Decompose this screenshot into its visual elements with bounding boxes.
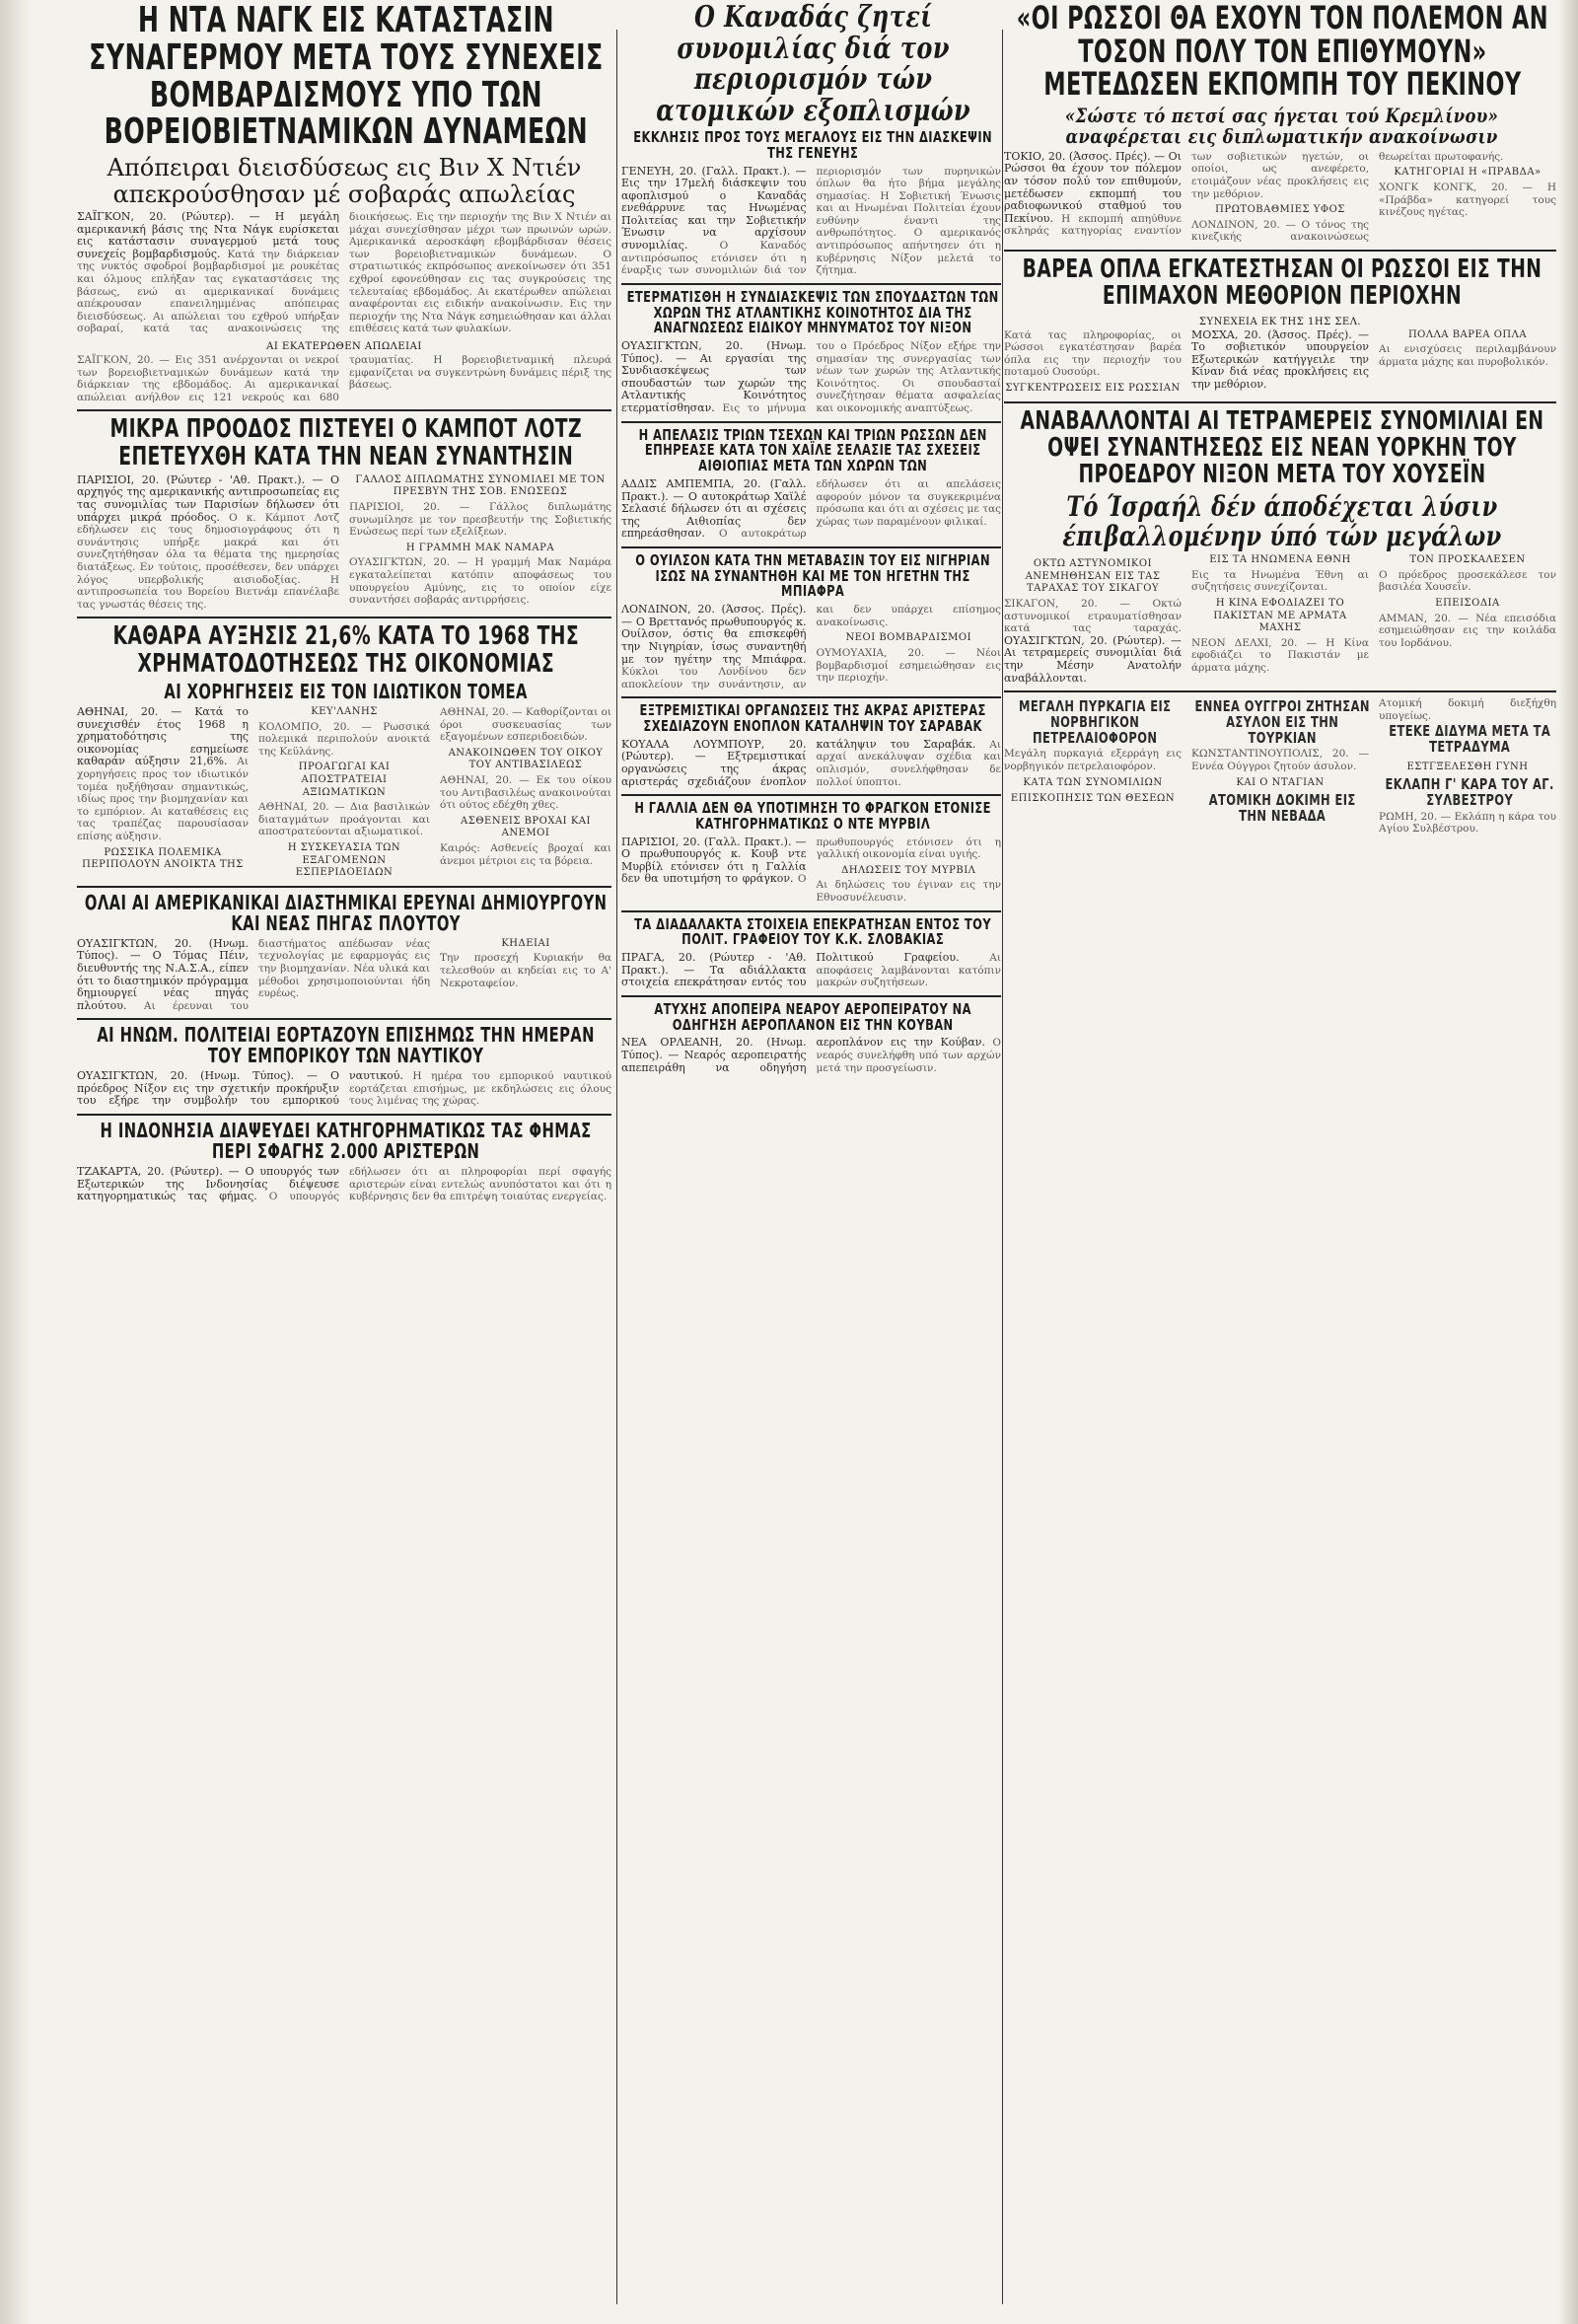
dateline-washington-four: ΟΥΑΣΙΓΚΤΩΝ, 20. (Ρώυτερ). — Αι τετραμερείς συνομιλίαι διά την Μέσην Ανατολήν αναβάλλονται. <box>1004 633 1182 685</box>
column-left <box>77 0 611 2324</box>
section-lodge <box>77 409 611 611</box>
section-promotions: ΠΡΟΑΓΩΓΑΙ ΚΑΙ ΑΠΟΣΤΡΑΤΕΙΑΙ ΑΞΙΩΜΑΤΙΚΩΝ <box>298 762 391 798</box>
section-invitation: ΤΟΝ ΠΡΟΣΚΑΛΕΣΕΝ <box>1409 554 1526 566</box>
dateline-tokyo: ΤΟΚΙΟ, 20. (Άσσος. Πρές). — Οι Ρώσσοι θα έχουν τον πόλεμον αν τόσον πολύ τον επιθυμούν, μετέδωσεν εκπομπή του ραδιοφωνικού σταθμού του Πεκίνου. <box>1004 149 1182 225</box>
section-dayan: ΚΑΙ Ο ΝΤΑΓΙΑΝ <box>1236 776 1325 788</box>
headline-lodge: ΜΙΚΡΑ ΠΡΟΟΔΟΣ ΠΙΣΤΕΥΕΙ Ο ΚΑΜΠΟΤ ΛΟΤΖ ΕΠΕΤΕΥΧΘΗ ΚΑΤΑ ΤΗΝ ΝΕΑΝ ΣΥΝΑΝΤΗΣΙΝ <box>109 414 583 472</box>
article-losses-body: ΣΑΪΓΚΟΝ, 20. — Εις 351 ανέρχονται οι νεκροί των βορειοβιετναμικών δυνάμεων κατά την διάρκειαν της εβδομάδος. Αι αμερικανικαί απώλειαι ανήλθον εις 121 νεκρούς και 680 τραυματίας. Η βορειοβιετναμική πλευρά εμφανίζεται να συγκεντρώνη δυνάμεις πέριξ της βάσεως. <box>77 353 611 403</box>
headline-wilson: Ο ΟΥΙΛΣΟΝ ΚΑΤΑ ΤΗΝ ΜΕΤΑΒΑΣΙΝ ΤΟΥ ΕΙΣ ΝΙΓΗΡΙΑΝ ΙΣΩΣ ΝΑ ΣΥΝΑΝΤΗΘΗ ΚΑΙ ΜΕ ΤΟΝ ΗΓΕΤΗΝ ΤΗΣ ΜΠΙΑΦΡΑ <box>635 550 991 601</box>
headline-franc: Η ΓΑΛΛΙΑ ΔΕΝ ΘΑ ΥΠΟΤΙΜΗΣΗ ΤΟ ΦΡΑΓΚΟΝ ΕΤΟΝΙΣΕ ΚΑΤΗΓΟΡΗΜΑΤΙΚΩΣ Ο ΝΤΕ ΜΥΡΒΙΛ <box>634 799 992 833</box>
section-murville-statements: ΔΗΛΩΣΕΙΣ ΤΟΥ ΜΥΡΒΙΛ <box>841 864 976 876</box>
headline-students-conference: ΕΤΕΡΜΑΤΙΣΘΗ Η ΣΥΝΔΙΑΣΚΕΨΙΣ ΤΩΝ ΣΠΟΥΔΑΣΤΩΝ ΤΩΝ ΧΩΡΩΝ ΤΗΣ ΑΤΛΑΝΤΙΚΗΣ ΚΟΙΝΟΤΗΤΟΣ ΔΙΑ ΤΗΣ ΑΝΑΓΝΩΣΕΩΣ ΕΙΔΙΚΟΥ ΜΗΝΥΜΑΤΟΣ ΤΟΥ ΝΙΞΟΝ <box>627 287 999 337</box>
headline-hungarians: ΕΝΝΕΑ ΟΥΓΓΡΟΙ ΖΗΤΗΣΑΝ ΑΣΥΛΟΝ ΕΙΣ ΤΗΝ ΤΟΥΡΚΙΑΝ <box>1194 697 1370 747</box>
article-briefs-body: ΜΕΓΑΛΗ ΠΥΡΚΑΓΙΑ ΕΙΣ ΝΟΡΒΗΓΙΚΟΝ ΠΕΤΡΕΛΑΙΟΦΟΡΟΝ Μεγάλη πυρκαγιά εξερράγη εις νορβηγικόν πετρελαιοφόρον. ΚΑΤΑ ΤΩΝ ΣΥΝΟΜΙΛΙΩΝ ΕΠΙΣΚΟΠΗΣΙΣ ΤΩΝ ΘΕΣΕΩΝ ΕΝΝΕΑ ΟΥΓΓΡΟΙ ΖΗΤΗΣΑΝ ΑΣΥΛΟΝ ΕΙΣ ΤΗΝ ΤΟΥΡΚΙΑΝ ΚΩΝΣΤΑΝΤΙΝΟΥΠΟΛΙΣ, 20. — Εννέα Ούγγροι ζητούν άσυλον. ΚΑΙ Ο ΝΤΑΓΙΑΝ ΑΤΟΜΙΚΗ ΔΟΚΙΜΗ ΕΙΣ ΤΗΝ ΝΕΒΑΔΑ Ατομική δοκιμή διεξήχθη υπογείως. ΕΤΕΚΕ ΔΙΔΥΜΑ ΜΕΤΑ ΤΑ ΤΕΤΡΑΔΥΜΑ ΕΣΤΓΞΕΛΕΣΘΗ ΓΥΝΗ ΕΚΛΑΠΗ Γ' ΚΑΡΑ ΤΟΥ ΑΓ. ΣΥΛΒΕΣΤΡΟΥ ΡΩΜΗ, 20. — Εκλάπη η κάρα του Αγίου Συλβέστρου. <box>1004 697 1556 835</box>
headline-sylvester: ΕΚΛΑΠΗ Γ' ΚΑΡΑ ΤΟΥ ΑΓ. ΣΥΛΒΕΣΤΡΟΥ <box>1385 775 1554 810</box>
section-space <box>77 886 611 1013</box>
section-weather: ΑΣΘΕΝΕΙΣ ΒΡΟΧΑΙ ΚΑΙ ΑΝΕΜΟΙ <box>461 815 591 839</box>
section-regent: ΑΝΑΚΟΙΝΩΘΕΝ ΤΟΥ ΟΙΚΟΥ ΤΟΥ ΑΝΤΙΒΑΣΙΛΕΩΣ <box>448 747 604 771</box>
dateline-paris: ΠΑΡΙΣΙΟΙ, 20. (Ρώυτερ - 'Αθ. Πρακτ.). — Ο αρχηγός της αμερικανικής αντιπροσωπείας εις τας συνομιλίας των Παρισίων δήλωσεν ότι υπάρχει μικρά πρόοδος. <box>77 472 339 524</box>
section-franc <box>621 794 1001 904</box>
section-many-weapons: ΠΟΛΛΑ ΒΑΡΕΑ ΟΠΛΑ <box>1407 328 1528 340</box>
column-rule-1 <box>616 30 617 2304</box>
section-new-bombings: ΝΕΟΙ ΒΟΜΒΑΡΔΙΣΜΟΙ <box>845 632 972 644</box>
section-china-pakistan: Η ΚΙΝΑ ΕΦΟΔΙΑΖΕΙ ΤΟ ΠΑΚΙΣΤΑΝ ΜΕ ΑΡΜΑΤΑ ΜΑΧΗΣ <box>1213 597 1347 634</box>
article-financing-body: ΑΘΗΝΑΙ, 20. — Κατά το συνεχισθέν έτος 1968 η χρηματοδότησις της οικονομίας εσημείωσε καθαράν αύξησιν 21,6%. Αι χορηγήσεις προς τον ιδιωτικόν τομέα ηυξήθησαν σημαντικώς, ιδίως προς την βιομηχανίαν και το εμπόριον. Αι καταθέσεις εις τας τραπέζας παρουσίασαν επίσης αύξησιν. ΡΩΣΣΙΚΑ ΠΟΛΕΜΙΚΑ ΠΕΡΙΠΟΛΟΥΝ ΑΝΟΙΚΤΑ ΤΗΣ ΚΕΥ'ΛΑΝΗΣ ΚΟΛΟΜΠΟ, 20. — Ρωσσικά πολεμικά περιπολούν ανοικτά της Κεϋλάνης. ΠΡΟΑΓΩΓΑΙ ΚΑΙ ΑΠΟΣΤΡΑΤΕΙΑΙ ΑΞΙΩΜΑΤΙΚΩΝ ΑΘΗΝΑΙ, 20. — Δια βασιλικών διαταγμάτων προάγονται και αποστρατεύονται αξιωματικοί. Η ΣΥΣΚΕΥΑΣΙΑ ΤΩΝ ΕΞΑΓΟΜΕΝΩΝ ΕΣΠΕΡΙΔΟΕΙΔΩΝ ΑΘΗΝΑΙ, 20. — Καθορίζονται οι όροι συσκευασίας των εξαγομένων εσπεριδοειδών. ΑΝΑΚΟΙΝΩΘΕΝ ΤΟΥ ΟΙΚΟΥ ΤΟΥ ΑΝΤΙΒΑΣΙΛΕΩΣ ΑΘΗΝΑΙ, 20. — Εκ του οίκου του Αντιβασιλέως ανακοινούται ότι ούτος εδέχθη χθες. ΑΣΘΕΝΕΙΣ ΒΡΟΧΑΙ ΚΑΙ ΑΝΕΜΟΙ Καιρός: Ασθενείς βροχαί και άνεμοι μέτριοι εις τα βόρεια. <box>77 705 611 879</box>
dateline-washington-students: ΟΥΑΣΙΓΚΤΩΝ, 20. (Ηνωμ. Τύπος). — Αι εργασίαι της Συνδιασκέψεως των σπουδαστών των χωρών της Ατλαντικής Κοινότητος ετερματίσθησαν. <box>621 339 807 415</box>
page-left-shadow <box>0 0 30 2324</box>
dateline-new-orleans: ΝΕΑ ΟΡΛΕΑΝΗ, 20. (Ηνωμ. Τύπος). — Νεαρός αεροπειρατής απεπειράθη να οδηγήση αεροπλάνον εις την Κούβαν. <box>621 1036 985 1074</box>
dateline-geneva: ΓΕΝΕΥΗ, 20. (Γαλλ. Πρακτ.). — Εις την 17μελή διάσκεψιν του αφοπλισμού ο Καναδάς ενεθάρρυνε τας Ηνωμένας Πολιτείας και την Σοβιετικήν Ένωσιν να αρχίσουν συνομιλίας. <box>621 164 807 253</box>
section-woman-executed: ΕΣΤΓΞΕΛΕΣΘΗ ΓΥΝΗ <box>1406 761 1529 772</box>
section-pravda: ΚΑΤΗΓΟΡΙΑΙ Η «ΠΡΑΒΔΑ» <box>1394 167 1542 179</box>
headline-canada: Ο Καναδάς ζητεί συνομιλίας διά τον περιορισμόν τών ατομικών εξοπλισμών <box>656 0 970 128</box>
section-mcnamara-line: Η ΓΡΑΜΜΗ ΜΑΚ ΝΑΜΑΡΑ <box>405 542 555 553</box>
article-four-power-body: ΟΚΤΩ ΑΣΤΥΝΟΜΙΚΟΙ ΑΝΕΜΗΘΗΣΑΝ ΕΙΣ ΤΑΣ ΤΑΡΑΧΑΣ ΤΟΥ ΣΙΚΑΓΟΥ ΣΙΚΑΓΟΝ, 20. — Οκτώ αστυνομικοί ετραυματίσθησαν κατά τας ταραχάς. ΟΥΑΣΙΓΚΤΩΝ, 20. (Ρώυτερ). — Αι τετραμερείς συνομιλίαι διά την Μέσην Ανατολήν αναβάλλονται. ΕΙΣ ΤΑ ΗΝΩΜΕΝΑ ΕΘΝΗ Εις τα Ηνωμένα Έθνη αι συζητήσεις συνεχίζονται. Η ΚΙΝΑ ΕΦΟΔΙΑΖΕΙ ΤΟ ΠΑΚΙΣΤΑΝ ΜΕ ΑΡΜΑΤΑ ΜΑΧΗΣ ΝΕΟΝ ΔΕΛΧΙ, 20. — Η Κίνα εφοδιάζει το Πακιστάν με άρματα μάχης. ΤΟΝ ΠΡΟΣΚΑΛΕΣΕΝ Ο πρόεδρος προσεκάλεσε τον βασιλέα Χουσεΐν. ΕΠΕΙΣΟΔΙΑ ΑΜΜΑΝ, 20. — Νέα επεισόδια εσημειώθησαν εις την κοιλάδα του Ιορδάνου. <box>1004 554 1556 685</box>
article-da-nang-body <box>77 211 611 335</box>
headline-indonesia: Η ΙΝΔΟΝΗΣΙΑ ΔΙΑΨΕΥΔΕΙ ΚΑΤΗΓΟΡΗΜΑΤΙΚΩΣ ΤΑΣ ΦΗΜΑΣ ΠΕΡΙ ΣΦΑΓΗΣ 2.000 ΑΡΙΣΤΕΡΩΝ <box>100 1119 593 1164</box>
subheadline-geneva: ΕΚΚΛΗΣΙΣ ΠΡΟΣ ΤΟΥΣ ΜΕΓΑΛΟΥΣ ΕΙΣ ΤΗΝ ΔΙΑΣΚΕΨΙΝ ΤΗΣ ΓΕΝΕΥΗΣ <box>633 128 993 162</box>
section-economy <box>77 617 611 879</box>
headline-heavy-weapons: ΒΑΡΕΑ ΟΠΛΑ ΕΓΚΑΤΕΣΤΗΣΑΝ ΟΙ ΡΩΣΣΟΙ ΕΙΣ ΤΗΝ ΕΠΙΜΑΧΟΝ ΜΕΘΟΡΙΟΝ ΠΕΡΙΟΧΗΝ <box>1022 254 1542 312</box>
column-right <box>1004 0 1556 2324</box>
dateline-kuala-lumpur: ΚΟΥΑΛΑ ΛΟΥΜΠΟΥΡ, 20. (Ρώυτερ). — Εξτρεμιστικαί οργανώσεις της άκρας αριστεράς σχεδιάζουν ένοπλον κατάληψιν του Σαραβάκ. <box>621 737 976 788</box>
section-students <box>621 283 1001 415</box>
section-four-power <box>1004 401 1556 686</box>
section-briefs <box>1004 690 1556 835</box>
article-lodge-body: ΠΑΡΙΣΙΟΙ, 20. (Ρώυτερ - 'Αθ. Πρακτ.). — Ο αρχηγός της αμερικανικής αντιπροσωπείας εις τας συνομιλίας των Παρισίων δήλωσεν ότι υπάρχει μικρά πρόοδος. Ο κ. Κάμποτ Λοτζ εδήλωσεν εις τους δημοσιογράφους ότι η συνάντησις υπήρξε μακρά και ότι συνεζητήθησαν όλα τα θέματα της ημερησίας διατάξεως. Εν τούτοις, προσέθεσεν, δεν υπάρχει λόγος υπερβολικής αισιοδοξίας. Η αντιπροσωπεία του Βορείου Βιετνάμ επανέλαβε τας γνωστάς θέσεις της. ΓΑΛΛΟΣ ΔΙΠΛΩΜΑΤΗΣ ΣΥΝΟΜΙΛΕΙ ΜΕ ΤΟΝ ΠΡΕΣΒΥΝ ΤΗΣ ΣΟΒ. ΕΝΩΣΕΩΣ ΠΑΡΙΣΙΟΙ, 20. — Γάλλος διπλωμάτης συνωμίλησε με τον πρεσβευτήν της Σοβιετικής Ενώσεως περί των εξελίξεων. Η ΓΡΑΜΜΗ ΜΑΚ ΝΑΜΑΡΑ ΟΥΑΣΙΓΚΤΩΝ, 20. — Η γραμμή Μακ Ναμάρα εγκαταλείπεται κατόπιν αποφάσεως του υπουργείου Αμύνης, εις το οποίον είχε συναντήσει σοβαράς αντιρρήσεις. <box>77 472 611 611</box>
headline-space-research: ΟΛΑΙ ΑΙ ΑΜΕΡΙΚΑΝΙΚΑΙ ΔΙΑΣΤΗΜΙΚΑΙ ΕΡΕΥΝΑΙ ΔΗΜΙΟΥΡΓΟΥΝ ΚΑΙ ΝΕΑΣ ΠΗΓΑΣ ΠΛΟΥΤΟΥ <box>85 890 608 935</box>
headline-ethiopia: Η ΑΠΕΛΑΣΙΣ ΤΡΙΩΝ ΤΣΕΧΩΝ ΚΑΙ ΤΡΙΩΝ ΡΩΣΣΩΝ ΔΕΝ ΕΠΗΡΕΑΣΕ ΚΑΤΑ ΤΟΝ ΧΑΪΛΕ ΣΕΛΑΣΙΕ ΤΑΣ ΣΧΕΣΕΙΣ ΑΙΘΙΟΠΙΑΣ ΜΕΤΑ ΤΩΝ ΧΩΡΩΝ ΤΩΝ <box>638 425 988 475</box>
section-chicago: ΟΚΤΩ ΑΣΤΥΝΟΜΙΚΟΙ ΑΝΕΜΗΘΗΣΑΝ ΕΙΣ ΤΑΣ ΤΑΡΑΧΑΣ ΤΟΥ ΣΙΚΑΓΟΥ <box>1025 558 1161 595</box>
section-indonesia <box>77 1114 611 1203</box>
article-maritime-body: ΟΥΑΣΙΓΚΤΩΝ, 20. (Ηνωμ. Τύπος). — Ο πρόεδρος Νίξον εις την σχετικήν προκήρυξιν του εξήρε την συμβολήν του εμπορικού ναυτικού. Η ημέρα του εμπορικού ναυτικού εορτάζεται επισήμως, με εκδηλώσεις εις όλους τους λιμένας της χώρας. <box>77 1069 611 1108</box>
article-space-body: ΟΥΑΣΙΓΚΤΩΝ, 20. (Ηνωμ. Τύπος). — Ο Τόμας Πέιν, διευθυντής της Ν.Α.Σ.Α., είπεν ότι το διαστημικόν πρόγραμμα δημιουργεί νέας πηγάς πλούτου. Αι έρευναι του διαστήματος απέδωσαν νέας τεχνολογίας με εφαρμογάς εις την βιομηχανίαν. Νέα υλικά και μέθοδοι χρησιμοποιούνται ήδη ευρέως. ΚΗΔΕΙΑΙ Την προσεχή Κυριακήν θα τελεσθούν αι κηδείαι εις το Α' Νεκροταφείον. <box>77 936 611 1012</box>
section-un: ΕΙΣ ΤΑ ΗΝΩΜΕΝΑ ΕΘΝΗ <box>1209 554 1351 566</box>
headline-nevada: ΑΤΟΜΙΚΗ ΔΟΚΙΜΗ ΕΙΣ ΤΗΝ ΝΕΒΑΔΑ <box>1208 791 1356 825</box>
section-citrus: Η ΣΥΣΚΕΥΑΣΙΑ ΤΩΝ ΕΞΑΓΟΜΕΝΩΝ ΕΣΠΕΡΙΔΟΕΙΔΩΝ <box>287 841 401 879</box>
article-filler: Κατά την διάρκειαν της νυκτός σφοδροί βομβαρδισμοί με ρουκέτας και όλμους επλήξαν τας εγκαταστάσεις της βάσεως, ενώ αι αμερικανικαί δυνάμεις απέκρουσαν επανειλημμένας απόπειρας διεισδύσεως. Αι απώλειαι του εχθρού υπήρξαν σοβαραί, κατά τας ανακοινώσεις της διοικήσεως. Εις την περιοχήν της Βιν Χ Ντιέν αι μάχαι συνεχίσθησαν μέχρι των πρωινών ωρών. Αμερικανικά αεροσκάφη εβομβάρδισαν θέσεις των βορειοβιετναμικών δυνάμεων. Ο στρατιωτικός εκπρόσωπος ανεκοίνωσεν ότι 351 εχθροί εφονεύθησαν εις τας συγκρούσεις της τελευταίας εβδομάδος. Αι εκατέρωθεν απώλειαι αναφέρονται εις ειδικήν ανακοίνωσιν. Εις την περιοχήν της Ντα Νάγκ εσημειώθησαν και άλλαι επιθέσεις κατά των φυλακίων. <box>77 210 611 335</box>
dateline-addis: ΑΔΔΙΣ ΑΜΠΕΜΠΑ, 20. (Γαλλ. Πρακτ.). — Ο αυτοκράτωρ Χαϊλέ Σελασιέ δήλωσεν ότι αι σχέσεις της Αιθιοπίας δεν επηρεάσθησαν. <box>621 476 807 541</box>
column-rule-2 <box>1002 30 1003 2304</box>
section-incidents: ΕΠΕΙΣΟΔΙΑ <box>1435 597 1500 609</box>
column-middle <box>621 0 1001 2324</box>
article-peking-body: ΤΟΚΙΟ, 20. (Άσσος. Πρές). — Οι Ρώσσοι θα έχουν τον πόλεμον αν τόσον πολύ τον επιθυμούν, μετέδωσεν εκπομπή του ραδιοφωνικού σταθμού του Πεκίνου. Η εκπομπή απηύθυνε σκληράς κατηγορίας εναντίον των σοβιετικών ηγετών, οι οποίοι, ως ανεφέρετο, ετοιμάζουν νέας προκλήσεις εις την μεθόριον. ΠΡΩΤΟΒΑΘΜΙΕΣ ΥΦΟΣ ΛΟΝΔΙΝΟΝ, 20. — Ο τόνος της κινεζικής ανακοινώσεως θεωρείται πρωτοφανής. ΚΑΤΗΓΟΡΙΑΙ Η «ΠΡΑΒΔΑ» ΧΟΝΓΚ ΚΟΝΓΚ, 20. — Η «Πράβδα» κατηγορεί τους κινέζους ηγέτας. <box>1004 149 1556 244</box>
headline-hijack: ΑΤΥΧΗΣ ΑΠΟΠΕΙΡΑ ΝΕΑΡΟΥ ΑΕΡΟΠΕΙΡΑΤΟΥ ΝΑ ΟΔΗΓΗΣΗ ΑΕΡΟΠΛΑΝΟΝ ΕΙΣ ΤΗΝ ΚΟΥΒΑΝ <box>654 999 972 1034</box>
dateline-washington-maritime: ΟΥΑΣΙΓΚΤΩΝ, 20. (Ηνωμ. Τύπος). — Ο πρόεδρος Νίξον εις την σχετικήν προκήρυξιν του εξήρε την συμβολήν του εμπορικού ναυτικού. <box>77 1069 403 1108</box>
subheadline-binh-dien: Απόπειραι διεισδύσεως εις Βιν Χ Ντιέν απεκρούσθησαν μέ σοβαράς απωλείας <box>107 154 582 208</box>
dateline-london: ΛΟΝΔΙΝΟΝ, 20. (Άσσος. Πρές). — Ο Βρεττανός πρωθυπουργός κ. Ουίλσον, όστις θα επισκεφθή την Νιγηρίαν, ίσως συναντηθή με τον ηγέτην της Μπιάφρα. <box>621 603 807 666</box>
headline-peking: «ΟΙ ΡΩΣΣΟΙ ΘΑ ΕΧΟΥΝ ΤΟΝ ΠΟΛΕΜΟΝ ΑΝ ΤΟΣΟΝ ΠΟΛΥ ΤΟΝ ΕΠΙΘΥΜΟΥΝ» ΜΕΤΕΔΩΣΕΝ ΕΚΠΟΜΠΗ ΤΟΥ ΠΕΚΙΝΟΥ <box>1016 0 1548 104</box>
article-ethiopia-body: ΑΔΔΙΣ ΑΜΠΕΜΠΑ, 20. (Γαλλ. Πρακτ.). — Ο αυτοκράτωρ Χαϊλέ Σελασιέ δήλωσεν ότι αι σχέσεις της Αιθιοπίας δεν επηρεάσθησαν. Ο αυτοκράτωρ εδήλωσεν ότι αι απελάσεις αφορούν μόνον τα συγκεκριμένα πρόσωπα και ότι αι σχέσεις με τας χώρας των παραμένουν φιλικαί. <box>621 476 1001 541</box>
section-tone: ΠΡΩΤΟΒΑΘΜΙΕΣ ΥΦΟΣ <box>1215 204 1345 216</box>
section-losses: ΑΙ ΕΚΑΤΕΡΩΘΕΝ ΑΠΩΛΕΙΑΙ <box>266 340 422 352</box>
section-heavy-weapons <box>1004 250 1556 396</box>
section-sarawak <box>621 696 1001 788</box>
dateline-athens: ΑΘΗΝΑΙ, 20. — Κατά το συνεχισθέν έτος 1968 η χρηματοδότησις της οικονομίας εσημείωσε καθαράν αύξησιν 21,6%. <box>77 705 249 768</box>
headline-sarawak: ΕΞΤΡΕΜΙΣΤΙΚΑΙ ΟΡΓΑΝΩΣΕΙΣ ΤΗΣ ΑΚΡΑΣ ΑΡΙΣΤΕΡΑΣ ΣΧΕΔΙΑΖΟΥΝ ΕΝΟΠΛΟΝ ΚΑΤΑΛΗΨΙΝ ΤΟΥ ΣΑΡΑΒΑΚ <box>639 701 987 736</box>
article-students-body: ΟΥΑΣΙΓΚΤΩΝ, 20. (Ηνωμ. Τύπος). — Αι εργασίαι της Συνδιασκέψεως των σπουδαστών των χωρών της Ατλαντικής Κοινότητος ετερματίσθησαν. Εις το μήνυμα του ο Πρόεδρος Νίξον εξήρε την σημασίαν της συνεργασίας των νέων των χωρών της Ατλαντικής Κοινότητος. Οι σπουδασταί συνεζήτησαν θέματα ασφαλείας και οικονομικής αναπτύξεως. <box>621 339 1001 415</box>
dateline-prague: ΠΡΑΓΑ, 20. (Ρώυτερ - 'Αθ. Πρακτ.). — Τα αδιάλλακτα στοιχεία επεκράτησαν εντός του Πολιτικού Γραφείου. <box>621 951 960 989</box>
dateline-paris-franc: ΠΑΡΙΣΙΟΙ, 20. (Γαλλ. Πρακτ.). — Ο πρωθυπουργός κ. Κουβ ντε Μυρβίλ ετόνισεν ότι η Γαλλία δεν θα υποτιμήση το φράγκον. <box>621 835 807 886</box>
headline-maritime-day: ΑΙ ΗΝΩΜ. ΠΟΛΙΤΕΙΑΙ ΕΟΡΤΑΖΟΥΝ ΕΠΙΣΗΜΩΣ ΤΗΝ ΗΜΕΡΑΝ ΤΟΥ ΕΜΠΟΡΙΚΟΥ ΤΩΝ ΝΑΥΤΙΚΟΥ <box>97 1023 596 1068</box>
page-right-shadow <box>1558 0 1578 2324</box>
dateline-washington-space: ΟΥΑΣΙΓΚΤΩΝ, 20. (Ηνωμ. Τύπος). — Ο Τόμας Πέιν, διευθυντής της Ν.Α.Σ.Α., είπεν ότι το διαστημικόν πρόγραμμα δημιουργεί νέας πηγάς πλούτου. <box>77 936 249 1012</box>
dateline-jakarta: ΤΖΑΚΑΡΤΑ, 20. (Ρώυτερ). — Ο υπουργός των Εξωτερικών της Ινδονησίας διέψευσε κατηγορηματικώς τας φήμας. <box>77 1165 339 1203</box>
section-slovakia <box>621 910 1001 989</box>
article-heavy-weapons-body: Κατά τας πληροφορίας, οι Ρώσσοι εγκατέστησαν βαρέα όπλα εις την περιοχήν του ποταμού Ουσούρι. ΣΥΓΚΕΝΤΡΩΣΕΙΣ ΕΙΣ ΡΩΣΣΙΑΝ ΜΟΣΧΑ, 20. (Άσσος. Πρές). — Το σοβιετικόν υπουργείον Εξωτερικών κατήγγειλε την Κίναν διά νέας προκλήσεις εις την μεθόριον. ΠΟΛΛΑ ΒΑΡΕΑ ΟΠΛΑ Αι ενισχύσεις περιλαμβάνουν άρματα μάχης και πυροβολικόν. <box>1004 327 1556 394</box>
section-review-positions: ΕΠΙΣΚΟΠΗΣΙΣ ΤΩΝ ΘΕΣΕΩΝ <box>1010 793 1176 805</box>
article-canada-body: ΓΕΝΕΥΗ, 20. (Γαλλ. Πρακτ.). — Εις την 17μελή διάσκεψιν του αφοπλισμού ο Καναδάς ενεθάρρυνε τας Ηνωμένας Πολιτείας και την Σοβιετικήν Ένωσιν να αρχίσουν συνομιλίας. Ο Καναδός αντιπρόσωπος ετόνισεν ότι η έναρξις των συνομιλιών διά τον περιορισμόν των πυρηνικών όπλων θα ήτο βήμα μεγάλης σημασίας. Η Σοβιετική Ένωσις και αι Ηνωμέναι Πολιτείαι έχουν ευθύνην έναντι της ανθρωπότητος. Ο αμερικανός αντιπρόσωπος απήντησεν ότι η κυβέρνησις Νίξον μελετά το ζήτημα. <box>621 164 1001 277</box>
section-funerals: ΚΗΔΕΙΑΙ <box>501 937 550 949</box>
headline-financing: ΚΑΘΑΡΑ ΑΥΞΗΣΙΣ 21,6% ΚΑΤΑ ΤΟ 1968 ΤΗΣ ΧΡΗΜΑΤΟΔΟΤΗΣΕΩΣ ΤΗΣ ΟΙΚΟΝΟΜΙΑΣ <box>112 621 580 679</box>
headline-slovakia: ΤΑ ΔΙΑΔΑΛΑΚΤΑ ΣΤΟΙΧΕΙΑ ΕΠΕΚΡΑΤΗΣΑΝ ΕΝΤΟΣ ΤΟΥ ΠΟΛΙΤ. ΓΡΑΦΕΙΟΥ ΤΟΥ Κ.Κ. ΣΛΟΒΑΚΙΑΣ <box>634 914 992 949</box>
section-wilson <box>621 546 1001 690</box>
headline-fire: ΜΕΓΑΛΗ ΠΥΡΚΑΓΙΑ ΕΙΣ ΝΟΡΒΗΓΙΚΟΝ ΠΕΤΡΕΛΑΙΟΦΟΡΟΝ <box>1018 697 1172 747</box>
headline-da-nang: Η ΝΤΑ ΝΑΓΚ ΕΙΣ ΚΑΤΑΣΤΑΣΙΝ ΣΥΝΑΓΕΡΜΟΥ ΜΕΤΑ ΤΟΥΣ ΣΥΝΕΧΕΙΣ ΒΟΜΒΑΡΔΙΣΜΟΥΣ ΥΠΟ ΤΩΝ ΒΟΡΕΙΟΒΙΕΤΝΑΜΙΚΩΝ ΔΥΝΑΜΕΩΝ <box>89 0 604 153</box>
subheadline-continued: ΣΥΝΕΧΕΙΑ ΕΚ ΤΗΣ 1ΗΣ ΣΕΛ. <box>1198 316 1362 327</box>
headline-twins: ΕΤΕΚΕ ΔΙΔΥΜΑ ΜΕΤΑ ΤΑ ΤΕΤΡΑΔΥΜΑ <box>1389 722 1550 757</box>
section-hijack <box>621 995 1001 1074</box>
article-hijack-body: ΝΕΑ ΟΡΛΕΑΝΗ, 20. (Ηνωμ. Τύπος). — Νεαρός αεροπειρατής απεπειράθη να οδηγήση αεροπλάνον εις την Κούβαν. Ο νεαρός συνελήφθη υπό των αρχών μετά την προσγείωσιν. <box>621 1036 1001 1074</box>
article-wilson-body: ΛΟΝΔΙΝΟΝ, 20. (Άσσος. Πρές). — Ο Βρεττανός πρωθυπουργός κ. Ουίλσον, όστις θα επισκεφθή την Νιγηρίαν, ίσως συναντηθή με τον ηγέτην της Μπιάφρα. Κύκλοι του Λονδίνου δεν αποκλείουν την συνάντησιν, αν και δεν υπάρχει επίσημος ανακοίνωσις. ΝΕΟΙ ΒΟΜΒΑΡΔΙΣΜΟΙ ΟΥΜΟΥΑΧΙΑ, 20. — Νέοι βομβαρδισμοί εσημειώθησαν εις την περιοχήν. <box>621 603 1001 690</box>
section-russian-warships: ΡΩΣΣΙΚΑ ΠΟΛΕΜΙΚΑ ΠΕΡΙΠΟΛΟΥΝ ΑΝΟΙΚΤΑ ΤΗΣ ΚΕΥ'ΛΑΝΗΣ <box>82 706 378 871</box>
section-maritime <box>77 1018 611 1108</box>
section-french-diplomat: ΓΑΛΛΟΣ ΔΙΠΛΩΜΑΤΗΣ ΣΥΝΟΜΙΛΕΙ ΜΕ ΤΟΝ ΠΡΕΣΒΥΝ ΤΗΣ ΣΟΒ. ΕΝΩΣΕΩΣ <box>355 473 606 498</box>
subheadline-israel: Τό Ίσραήλ δέν άποδέχεται λύσιν έπιβαλλομένην ύπό τών μεγάλων <box>1062 490 1502 552</box>
dateline-saigon: ΣΑΪΓΚΟΝ, 20. (Ρώυτερ). — Η μεγάλη αμερικανική βάσις της Ντα Νάγκ ευρίσκεται εις κατάστασιν συναγερμού μετά τους συνεχείς βομβαρδισμούς. <box>77 209 339 260</box>
article-indonesia-body: ΤΖΑΚΑΡΤΑ, 20. (Ρώυτερ). — Ο υπουργός των Εξωτερικών της Ινδονησίας διέψευσε κατηγορηματικώς τας φήμας. Ο υπουργός εδήλωσεν ότι αι πληροφορίαι περί σφαγής αριστερών είναι εντελώς ανυπόστατοι και ότι η κυβέρνησις δεν θα επιτρέψη τοιαύτας ενεργείας. <box>77 1165 611 1203</box>
subheadline-private-sector: ΑΙ ΧΟΡΗΓΗΣΕΙΣ ΕΙΣ ΤΟΝ ΙΔΙΩΤΙΚΟΝ ΤΟΜΕΑ <box>164 680 529 703</box>
section-concentrations: ΣΥΓΚΕΝΤΡΩΣΕΙΣ ΕΙΣ ΡΩΣΣΙΑΝ <box>1005 382 1181 394</box>
headline-four-power: ΑΝΑΒΑΛΛΟΝΤΑΙ ΑΙ ΤΕΤΡΑΜΕΡΕΙΣ ΣΥΝΟΜΙΛΙΑΙ ΕΝ ΟΨΕΙ ΣΥΝΑΝΤΗΣΕΩΣ ΕΙΣ ΝΕΑΝ ΥΟΡΚΗΝ ΤΟΥ ΠΡΟΕΔΡΟΥ ΝΙΞΟΝ ΜΕΤΑ ΤΟΥ ΧΟΥΣΕΪΝ <box>1020 405 1544 490</box>
subheadline-kremlin: «Σώστε τό πετσί σας ήγεται τού Κρεμλίνου» αναφέρεται εις διπλωματικήν ανακοίνωσιν <box>1065 103 1499 148</box>
article-franc-body: ΠΑΡΙΣΙΟΙ, 20. (Γαλλ. Πρακτ.). — Ο πρωθυπουργός κ. Κουβ ντε Μυρβίλ ετόνισεν ότι η Γαλλία δεν θα υποτιμήση το φράγκον. Ο πρωθυπουργός ετόνισεν ότι η γαλλική οικονομία είναι υγιής. ΔΗΛΩΣΕΙΣ ΤΟΥ ΜΥΡΒΙΛ Αι δηλώσεις του έγιναν εις την Εθνοσυνέλευσιν. <box>621 835 1001 905</box>
article-sarawak-body: ΚΟΥΑΛΑ ΛΟΥΜΠΟΥΡ, 20. (Ρώυτερ). — Εξτρεμιστικαί οργανώσεις της άκρας αριστεράς σχεδιάζουν ένοπλον κατάληψιν του Σαραβάκ. Αι αρχαί ανεκάλυψαν σχέδια και οπλισμόν, συνελήφθησαν δε πολλοί ύποπτοι. <box>621 737 1001 788</box>
article-slovakia-body: ΠΡΑΓΑ, 20. (Ρώυτερ - 'Αθ. Πρακτ.). — Τα αδιάλλακτα στοιχεία επεκράτησαν εντός του Πολιτικού Γραφείου. Αι αποφάσεις λαμβάνονται κατόπιν μακρών συζητήσεων. <box>621 951 1001 989</box>
section-ethiopia <box>621 421 1001 541</box>
dateline-moscow: ΜΟΣΧΑ, 20. (Άσσος. Πρές). — Το σοβιετικόν υπουργείον Εξωτερικών κατήγγειλε την Κίναν διά νέας προκλήσεις εις την μεθόριον. <box>1191 327 1369 391</box>
section-against-talks: ΚΑΤΑ ΤΩΝ ΣΥΝΟΜΙΛΙΩΝ <box>1023 776 1163 788</box>
